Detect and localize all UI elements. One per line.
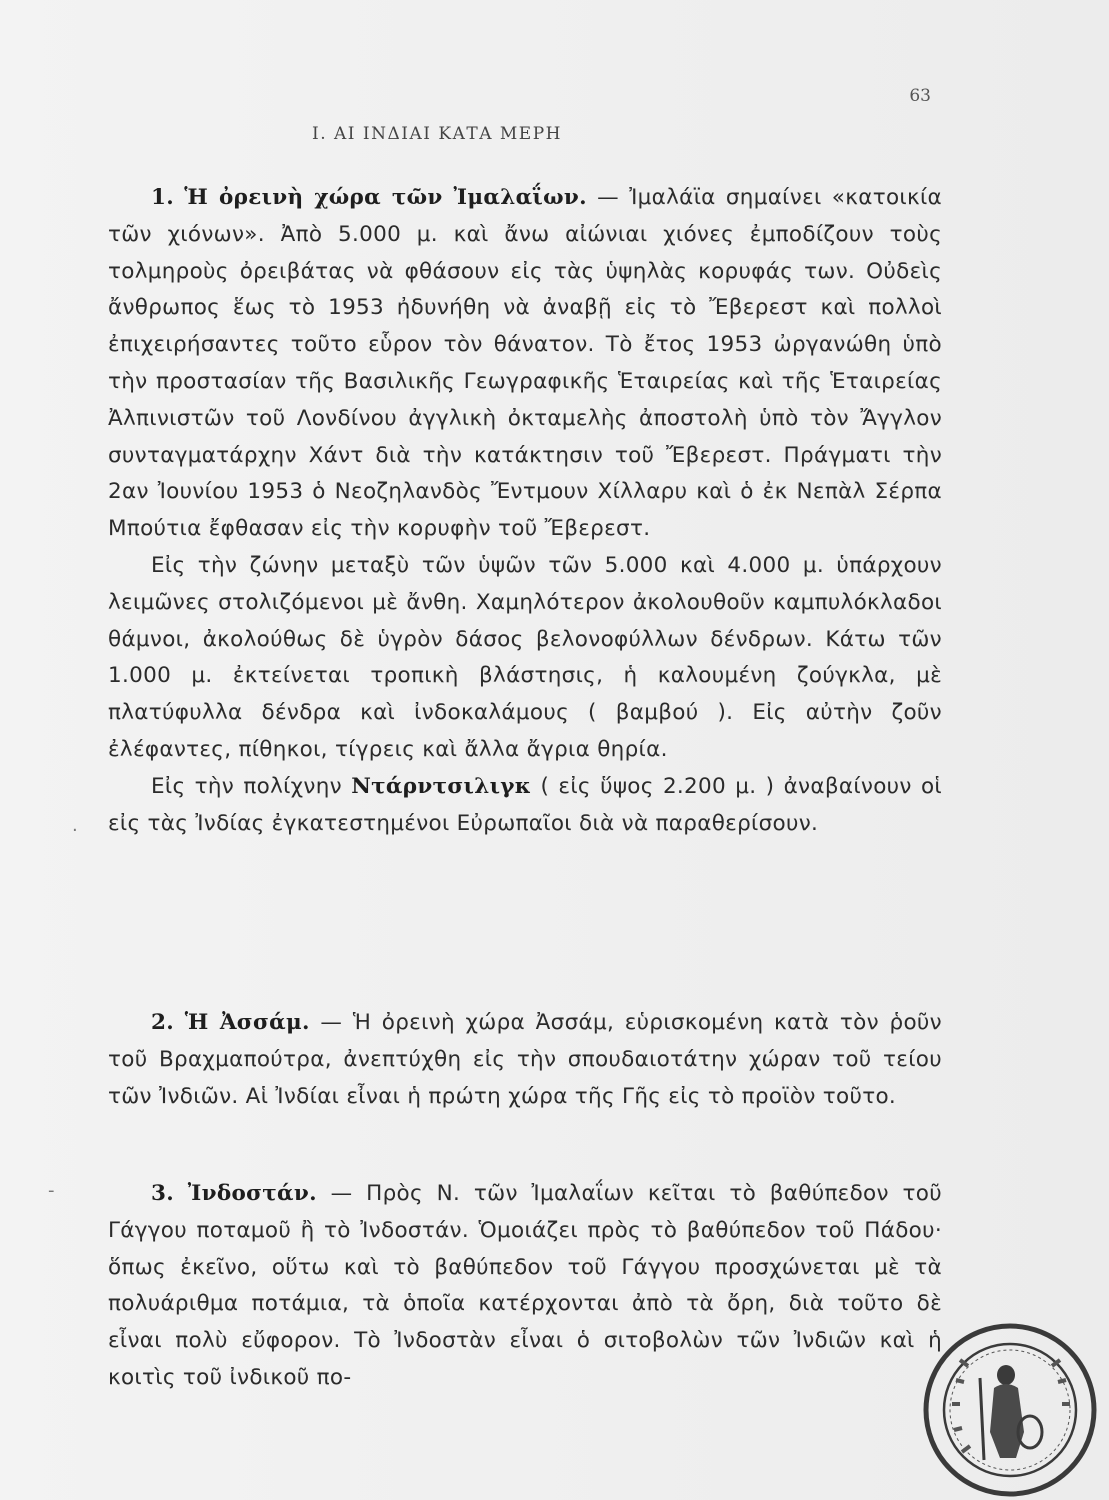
section-1-p3-before: Εἰς τὴν πολίχνην (151, 773, 352, 799)
section-1-text-1: Ἰμαλάϊα σημαίνει «κατοικία τῶν χιόνων». Ἀπὸ 5.000 μ. καὶ ἄνω αἰώνιαι χιόνες ἐμποδίζουν τοὺς τολμηροὺς ὀρειβάτας νὰ φθάσουν εἰς τὰς ὑψηλὰς κορυφάς των. Οὐδεὶς ἄνθρωπος ἕως τὸ 1953 ἠδυνήθη νὰ ἀναβῇ εἰς τὸ Ἔβερεστ καὶ πολλοὶ ἐπιχειρήσαντες τοῦτο εὗρον τὸν θάνατον. Τὸ ἔτος 1953 ὠργανώθη ὑπὸ τὴν προστασίαν τῆς Βασιλικῆς Γεωγραφικῆς Ἑταιρείας καὶ τῆς Ἑταιρείας Ἀλπινιστῶν τοῦ Λονδίνου ἀγγλικὴ ὀκταμελὴς ἀποστολὴ ὑπὸ τὸν Ἄγγλον συνταγματάρχην Χάντ διὰ τὴν κατάκτησιν τοῦ Ἔβερεστ. Πράγματι τὴν 2αν Ἰουνίου 1953 ὁ Νεοζηλανδὸς Ἔντμουν Χίλλαρυ καὶ ὁ ἐκ Νεπὰλ Σέρπα Μπούτια ἔφθασαν εἰς τὴν κορυφὴν τοῦ Ἔβερεστ. (108, 185, 942, 542)
section-2-paragraph (108, 1005, 942, 1115)
section-3-text: Πρὸς Ν. τῶν Ἰμαλαΐων κεῖται τὸ βαθύπεδον τοῦ Γάγγου ποταμοῦ ἢ τὸ Ἰνδοστάν. Ὁμοιάζει πρὸς τὸ βαθύπεδον τοῦ Πάδου· ὅπως ἐκεῖνο, οὕτω καὶ τὸ βαθύπεδον τοῦ Γάγγου προσχώνεται μὲ τὰ πολυάριθμα ποτάμια, τὰ ὁποῖα κατέρχονται ἀπὸ τὰ ὄρη, διὰ τοῦτο δὲ εἶναι πολὺ εὔφορον. Τὸ Ἰνδοστὰν εἶναι ὁ σιτοβολὼν τῶν Ἰνδιῶν καὶ ἡ κοιτὶς τοῦ ἰνδικοῦ πο- (108, 1181, 942, 1390)
darjeeling-term: Ντάρντσιλιγκ (351, 773, 532, 799)
section-3-dash: — (316, 1181, 367, 1206)
scan-dot-mark: · (72, 820, 78, 841)
section-1-paragraph-1 (108, 180, 942, 548)
section-3-paragraph (108, 1176, 942, 1397)
section-2-text: Ἡ ὀρεινὴ χώρα Ἀσσάμ, εὑρισκομένη κατὰ τὸν ῥοῦν τοῦ Βραχμαπούτρα, ἀνεπτύχθη εἰς τὴν σπουδαιοτάτην χώραν τοῦ τείου τῶν Ἰνδιῶν. Αἱ Ἰνδίαι εἶναι ἡ πρώτη χώρα τῆς Γῆς εἰς τὸ προϊὸν τοῦτο. (108, 1010, 942, 1109)
section-1-heading: Ἡ ὀρεινὴ χώρα τῶν Ἰμαλαΐων. (184, 185, 587, 210)
chapter-title: Ι. ΑΙ ΙΝΔΙΑΙ ΚΑΤΑ ΜΕΡΗ (312, 124, 562, 144)
section-3 (108, 1176, 942, 1397)
section-2-dash: — (309, 1010, 353, 1035)
section-2 (108, 1005, 942, 1115)
scan-dash-mark: - (48, 1180, 55, 1201)
section-1-paragraph-2: Εἰς τὴν ζώνην μεταξὺ τῶν ὑψῶν τῶν 5.000 καὶ 4.000 μ. ὑπάρχουν λειμῶνες στολιζόμενοι μὲ ἄνθη. Χαμηλότερον ἀκολουθοῦν καμπυλόκλαδοι θάμνοι, ἀκολούθως δὲ ὑγρὸν δάσος βελονοφύλλων δένδρων. Κάτω τῶν 1.000 μ. ἐκτείνεται τροπικὴ βλάστησις, ἡ καλουμένη ζούγκλα, μὲ πλατύφυλλα δένδρα καὶ ἰνδοκαλάμους ( βαμβού ). Εἰς αὐτὴν ζοῦν ἐλέφαντες, πίθηκοι, τίγρεις καὶ ἄλλα ἄγρια θηρία. (108, 552, 942, 762)
section-1-dash: — (586, 185, 630, 210)
section-3-heading: Ἰνδοστάν. (187, 1181, 317, 1206)
section-1 (108, 180, 942, 842)
section-1-number: 1. (151, 185, 175, 210)
section-1-p3-after: ( εἰς ὕψος 2.200 μ. ) ἀναβαίνουν οἱ εἰς τὰς Ἰνδίας ἐγκατεστημένοι Εὐρωπαῖοι διὰ νὰ παραθερίσουν. (108, 773, 942, 836)
section-3-number: 3. (151, 1181, 175, 1206)
section-2-number: 2. (151, 1010, 175, 1035)
library-stamp-icon (920, 1320, 1100, 1500)
page-number: 63 (909, 86, 931, 106)
section-2-heading: Ἡ Ἀσσάμ. (184, 1010, 310, 1035)
section-1-paragraph-3 (108, 769, 942, 843)
